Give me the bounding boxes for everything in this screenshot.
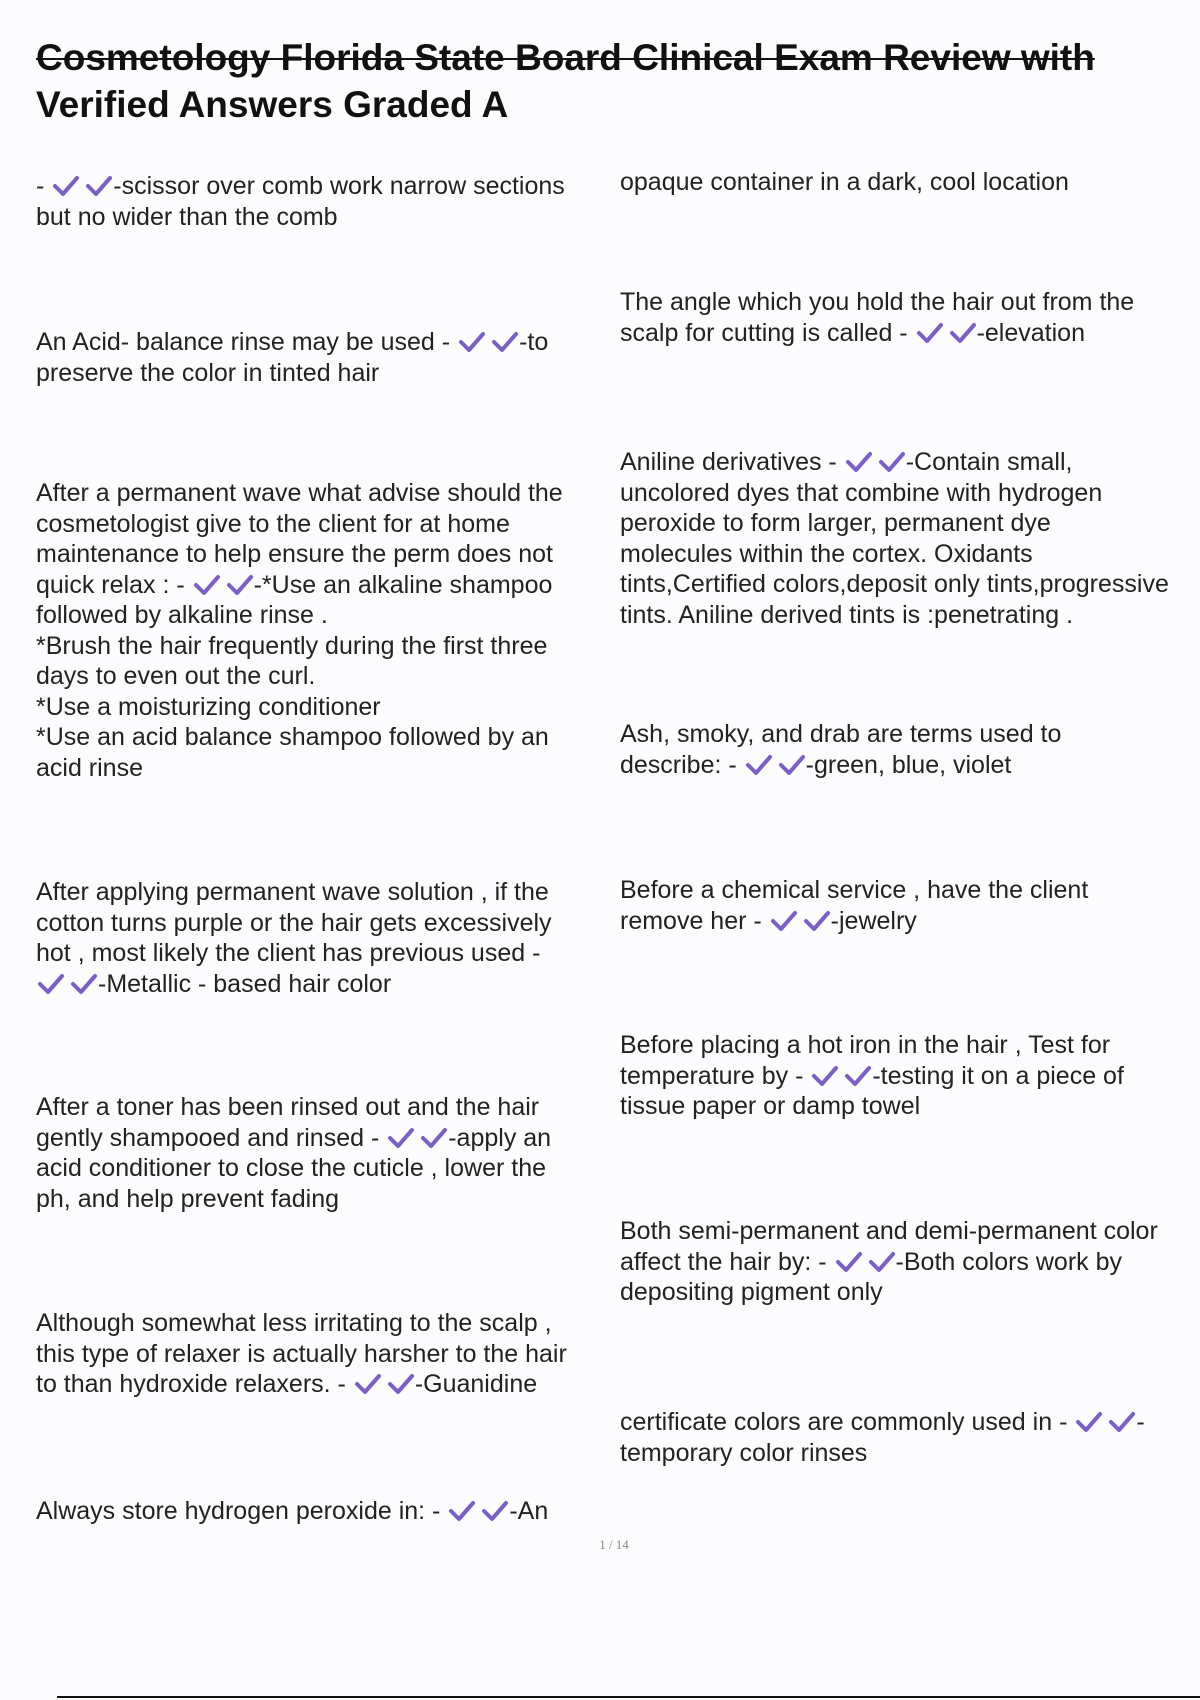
entry-text: molecules within the cortex. Oxidants	[620, 539, 1033, 568]
entry-text: hot , most likely the client has previous used -	[36, 939, 541, 967]
entry-text: affect the hair by: -	[620, 1247, 834, 1276]
entry-text: Before a chemical service , have the client	[620, 876, 1089, 904]
entry-line	[620, 508, 1195, 539]
entry-text: tints. Aniline derived tints is :penetrating .	[620, 600, 1074, 629]
entry-line	[36, 908, 601, 939]
answer-text: -testing it on a piece of	[872, 1061, 1124, 1090]
entry-text: tints,Certified colors,deposit only tints,progressive	[620, 570, 1169, 598]
entry-text: this type of relaxer is actually harsher to the hair	[36, 1339, 567, 1368]
entry-line	[36, 692, 601, 723]
entry-line	[620, 447, 1195, 478]
document-title	[36, 34, 1186, 128]
answer-text: -Guanidine	[414, 1370, 538, 1398]
title-line-1: Cosmetology Florida State Board Clinical Exam Review with	[36, 37, 1095, 78]
answer-text: -Both colors work by	[895, 1247, 1123, 1276]
qa-entry	[620, 875, 1195, 936]
entry-text: *Use an acid balance shampoo followed by an	[36, 723, 549, 751]
page-divider	[57, 1696, 1200, 1698]
double-check-icon	[353, 1372, 415, 1396]
double-check-icon	[915, 321, 977, 345]
entry-line	[36, 631, 601, 662]
double-check-icon	[447, 1499, 509, 1523]
entry-text: peroxide to form larger, permanent dye	[620, 509, 1051, 537]
answer-text: -green, blue, violet	[805, 750, 1012, 779]
entry-text: gently shampooed and rinsed -	[36, 1123, 387, 1152]
entry-text: followed by alkaline rinse .	[36, 601, 328, 629]
double-check-icon	[192, 573, 254, 597]
qa-entry	[620, 167, 1195, 198]
entry-line	[620, 167, 1195, 198]
entry-text: Before placing a hot iron in the hair , Test for	[620, 1031, 1111, 1059]
answer-text: -to	[519, 328, 549, 356]
double-check-icon	[810, 1064, 872, 1088]
entry-line	[36, 1092, 601, 1123]
double-check-icon	[769, 909, 831, 933]
entry-text: The angle which you hold the hair out from the	[620, 288, 1135, 316]
page-indicator: 1 / 14	[599, 1537, 629, 1552]
entry-text: opaque container in a dark, cool location	[620, 168, 1069, 196]
entry-line	[36, 570, 601, 601]
double-check-icon	[844, 450, 906, 474]
entry-text: temporary color rinses	[620, 1438, 868, 1467]
entry-text: *Brush the hair frequently during the first three	[36, 631, 548, 660]
entry-text: to than hydroxide relaxers. -	[36, 1370, 353, 1398]
entry-line	[36, 1184, 601, 1215]
entry-text: After a permanent wave what advise should the	[36, 479, 563, 507]
entry-text: Always store hydrogen peroxide in: -	[36, 1497, 448, 1525]
entry-text: but no wider than the comb	[36, 202, 338, 231]
qa-entry	[36, 877, 601, 999]
entry-line	[36, 171, 601, 202]
entry-line	[620, 1061, 1195, 1092]
entry-line	[620, 1407, 1195, 1438]
entry-text: acid conditioner to close the cuticle , lower the	[36, 1154, 546, 1182]
entry-line	[36, 509, 601, 540]
entry-text: temperature by -	[620, 1061, 811, 1090]
entry-text: maintenance to help ensure the perm does not	[36, 540, 554, 568]
qa-entry	[620, 719, 1195, 780]
qa-entry	[36, 478, 601, 783]
answer-text: -scissor over comb work narrow sections	[113, 172, 565, 200]
entry-line	[36, 600, 601, 631]
entry-line	[620, 287, 1195, 318]
entry-text: Both semi-permanent and demi-permanent color	[620, 1217, 1158, 1245]
answer-text: -	[1136, 1408, 1145, 1436]
entry-line	[36, 753, 601, 784]
entry-text: uncolored dyes that combine with hydrogen	[620, 478, 1103, 507]
qa-entry	[620, 287, 1195, 348]
entry-text: quick relax : -	[36, 570, 192, 599]
entry-text: After applying permanent wave solution , if the	[36, 878, 549, 906]
entry-text: An Acid- balance rinse may be used -	[36, 328, 458, 356]
entry-line	[620, 539, 1195, 570]
entry-line	[620, 1277, 1195, 1308]
entry-line	[36, 1496, 601, 1527]
double-check-icon	[457, 330, 519, 354]
qa-entry	[620, 1216, 1195, 1308]
entry-line	[36, 478, 601, 509]
qa-entry	[36, 1496, 601, 1527]
qa-entry	[36, 171, 601, 232]
entry-line	[620, 875, 1195, 906]
double-check-icon	[36, 972, 98, 996]
entry-line	[36, 877, 601, 908]
entry-text: depositing pigment only	[620, 1278, 883, 1306]
entry-text: *Use a moisturizing conditioner	[36, 692, 381, 721]
answer-text: -Metallic - based hair color	[98, 969, 392, 998]
entry-line	[620, 1091, 1195, 1122]
entry-text: days to even out the curl.	[36, 662, 316, 690]
qa-entry	[620, 447, 1195, 630]
entry-line	[620, 569, 1195, 600]
double-check-icon	[51, 174, 113, 198]
entry-line	[620, 1216, 1195, 1247]
answer-text: -An	[509, 1497, 549, 1525]
answer-text: -apply an	[448, 1123, 552, 1152]
entry-line	[620, 906, 1195, 937]
answer-text: -Contain small,	[905, 448, 1073, 476]
entry-text: Although somewhat less irritating to the scalp ,	[36, 1309, 552, 1337]
entry-line	[620, 750, 1195, 781]
entry-line	[36, 1339, 601, 1370]
entry-text: acid rinse	[36, 753, 143, 782]
entry-line	[36, 1308, 601, 1339]
entry-line	[36, 722, 601, 753]
entry-text: tissue paper or damp towel	[620, 1092, 921, 1120]
entry-text: preserve the color in tinted hair	[36, 358, 380, 387]
double-check-icon	[744, 753, 806, 777]
entry-line	[36, 969, 601, 1000]
entry-line	[620, 1030, 1195, 1061]
entry-line	[36, 1369, 601, 1400]
entry-text: ph, and help prevent fading	[36, 1184, 340, 1213]
entry-line	[36, 1123, 601, 1154]
entry-line	[620, 318, 1195, 349]
entry-line	[36, 938, 601, 969]
entry-line	[36, 539, 601, 570]
entry-line	[620, 478, 1195, 509]
answer-text: -elevation	[976, 318, 1085, 347]
entry-line	[36, 661, 601, 692]
entry-line	[36, 202, 601, 233]
answer-text: -*Use an alkaline shampoo	[253, 570, 553, 599]
entry-line	[36, 1153, 601, 1184]
entry-line	[36, 327, 601, 358]
double-check-icon	[834, 1250, 896, 1274]
entry-line	[620, 1438, 1195, 1469]
qa-entry	[36, 327, 601, 388]
entry-text: cotton turns purple or the hair gets excessively	[36, 908, 552, 937]
double-check-icon	[1074, 1410, 1136, 1434]
qa-entry	[620, 1407, 1195, 1468]
entry-text: remove her -	[620, 906, 769, 935]
entry-text: Aniline derivatives -	[620, 448, 844, 476]
entry-text: describe: -	[620, 750, 744, 779]
entry-line	[620, 719, 1195, 750]
entry-text: cosmetologist give to the client for at home	[36, 509, 510, 538]
entry-text: certificate colors are commonly used in -	[620, 1408, 1075, 1436]
answer-text: -jewelry	[830, 906, 917, 935]
entry-text: After a toner has been rinsed out and the hair	[36, 1093, 540, 1121]
entry-text: -	[36, 172, 52, 200]
entry-text: Ash, smoky, and drab are terms used to	[620, 720, 1062, 748]
entry-line	[36, 358, 601, 389]
entry-line	[620, 600, 1195, 631]
double-check-icon	[386, 1126, 448, 1150]
qa-entry	[36, 1092, 601, 1214]
qa-entry	[620, 1030, 1195, 1122]
entry-line	[620, 1247, 1195, 1278]
title-line-2: Verified Answers Graded A	[36, 84, 509, 125]
entry-text: scalp for cutting is called -	[620, 318, 915, 347]
qa-entry	[36, 1308, 601, 1400]
